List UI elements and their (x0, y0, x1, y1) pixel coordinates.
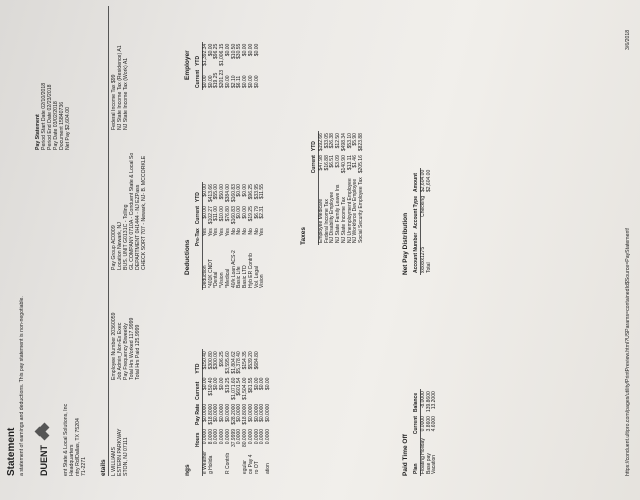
table-cell: $413.66 (207, 184, 214, 203)
table-cell: $205.16 (358, 155, 364, 174)
table-cell: $684.80 (253, 351, 260, 370)
employer-table (196, 42, 260, 90)
table-cell: Yes (219, 228, 225, 237)
job: Job Admin_Non-Ex Exec (116, 322, 123, 380)
table-cell: $1,804.62 (230, 351, 237, 374)
table-cell: *Vision (219, 272, 225, 288)
table-cell: $6.51 (329, 155, 336, 168)
table-cell: $11.55 (259, 184, 266, 199)
table-cell: $0.00 (224, 75, 231, 88)
table-cell: 0.0000 (419, 416, 426, 432)
net-pay-table (414, 168, 432, 275)
table-cell: $0.00 (207, 75, 214, 88)
table-cell: $18.8000 (242, 403, 248, 425)
table-cell: $2.31 (259, 206, 266, 219)
logo-text: DUENT (38, 445, 49, 476)
deductions-heading: Deductions (184, 239, 191, 275)
table-cell: $201.23 (219, 69, 225, 88)
table-cell: No (247, 228, 254, 235)
col-header: Pay Rate (195, 403, 201, 425)
divider (108, 6, 109, 476)
table-cell: Hyb ER Contrib (247, 253, 254, 288)
gl-company: GL COMPANY 0710A - Conduent State & Local So (128, 152, 135, 270)
table-cell: $0.00 (253, 43, 260, 57)
table-cell: NJ Disability Employee (329, 191, 336, 243)
table-cell: $0.0000 (259, 403, 266, 422)
table-cell: $1,504.00 (242, 377, 248, 400)
col-header: Balance (414, 389, 420, 414)
col-header: YTD (196, 42, 202, 68)
table-cell: $0.0000 (253, 403, 260, 422)
table-cell: $823.88 (358, 133, 364, 152)
statement-subtitle: a statement of earnings and deductions. This pay statement is non-negotiable. (19, 296, 25, 476)
table-cell: 0.0000 (224, 428, 231, 445)
table-cell: $0.0000 (247, 403, 254, 422)
table-cell: 3.8600 (425, 416, 432, 432)
employer-row (255, 42, 261, 90)
table-cell: $2.10 (230, 75, 237, 88)
table-cell: 139.8600 (425, 391, 432, 413)
table-cell: $0.0000 (213, 403, 220, 422)
table-cell: No (242, 228, 248, 235)
table-cell: $0.00 (242, 43, 248, 57)
table-cell: R Contrib (224, 452, 231, 474)
col-header: Account Number (413, 232, 419, 273)
table-cell: 80.0000 (242, 428, 248, 448)
nj-residence-tax: NJ State Income Tax (Residence) A1 (116, 45, 123, 130)
table-cell: Base pay (425, 453, 432, 474)
deduction-row (260, 182, 266, 290)
table-cell: $0.00 (253, 75, 260, 88)
table-cell: NJ Workforce Dev Employee (352, 178, 359, 243)
table-cell: *Medical (224, 268, 231, 288)
col-header: Current (196, 204, 202, 226)
table-cell: $33.95 (253, 184, 260, 200)
table-cell: $19.25 (213, 72, 220, 88)
col-header: Amount (414, 168, 420, 194)
earnings-heading: ngs (184, 464, 191, 476)
table-cell: $53.10 (346, 133, 353, 149)
table-cell: $2,604.00 (425, 169, 432, 193)
table-cell: $498.34 (340, 133, 347, 152)
table-cell: e Weather (201, 451, 208, 474)
table-cell: $50.00 (219, 184, 225, 200)
table-cell: $150.40 (207, 377, 214, 396)
federal-tax-status: Federal Income Tax $99 (111, 74, 117, 130)
table-cell: $160.83 (230, 206, 237, 225)
table-cell: 0.0000 (201, 428, 208, 445)
pay-frequency: Pay Frequency Biweekly (122, 323, 129, 380)
table-cell: $0.00 (242, 184, 248, 197)
col-header: Hours (196, 427, 202, 449)
total-hours-worked: Total Hrs Worked 117.9999 (128, 317, 135, 380)
table-cell: Basic Life (236, 266, 243, 288)
check-sort: CHECK SORT 707 - Newark, NJ- B. MCCORKLE (140, 155, 147, 270)
pay-group: Pay Group AC0009 (111, 225, 117, 270)
col-header: Plan (414, 436, 420, 476)
table-cell: $0.00 (236, 184, 243, 197)
statement-title: Statement (6, 427, 17, 476)
table-cell: ro OT (253, 461, 260, 474)
col-header: YTD (196, 182, 202, 204)
table-cell: $96.25 (213, 43, 220, 59)
table-cell: Total (425, 262, 432, 273)
pay-summary (36, 83, 72, 150)
table-cell: $150.40 (201, 351, 208, 370)
table-cell: $0.00 (242, 75, 248, 88)
footer-date: 3/6/2018 (625, 29, 631, 50)
col-header: Account Type (413, 196, 419, 229)
table-cell: Social Security Employee Tax (358, 177, 364, 243)
table-cell: $160.83 (230, 184, 237, 203)
table-cell: No (230, 228, 237, 235)
table-cell: $5,378.40 (236, 351, 243, 374)
table-cell: Checking (419, 196, 426, 217)
table-cell: $300.00 (213, 351, 220, 370)
col-header: Current (413, 416, 419, 435)
deductions-table (196, 182, 266, 290)
table-cell: $33.05 (323, 133, 330, 149)
table-cell: $384.00 (224, 184, 231, 203)
net-pay-row (427, 168, 433, 275)
table-cell: Yes (259, 228, 266, 237)
col-header: YTD (312, 131, 318, 153)
pto-row (432, 389, 438, 476)
table-cell: Vacation (431, 454, 438, 474)
net-pay-heading: Net Pay Distribution (402, 212, 409, 275)
table-cell: *Dental (213, 271, 220, 288)
table-cell: $0.00 (265, 377, 271, 391)
table-cell: $1,392.34 (201, 43, 208, 66)
col-header: Pre-Tax (195, 228, 201, 247)
table-cell: $0.00 (247, 75, 254, 88)
employee-name: L WILLIAMS (111, 447, 117, 476)
details-heading: etails (100, 459, 107, 476)
company-line: Headquarters (68, 444, 75, 476)
table-cell: $6.79 (253, 206, 260, 219)
table-cell: Vol. Legal (253, 266, 260, 288)
table-cell: Basic LTD (242, 265, 248, 288)
logo-mark-icon (36, 423, 52, 439)
table-cell: $154.35 (242, 351, 248, 370)
table-cell: Deduction (201, 265, 208, 288)
col-header: Current (196, 376, 202, 402)
pay-date: Pay Date 03/02/2018 (52, 101, 59, 150)
table-cell: NJ Unemployment Employee (346, 178, 353, 243)
table-cell: NJ State Income Tax (340, 196, 347, 243)
company-logo (36, 423, 52, 476)
pto-table (414, 389, 438, 476)
table-cell: 37.9999 (230, 428, 237, 448)
col-header: Current (312, 153, 318, 175)
table-cell: 0.0000 (265, 428, 271, 445)
business-unit: BUS. UNIT G0131C - Tolling (122, 204, 129, 270)
table-cell: No (236, 228, 243, 235)
table-cell: $0.0000 (201, 403, 208, 422)
period-end: Period End Date 02/23/2018 (46, 84, 53, 150)
table-cell: $3.09 (335, 155, 341, 168)
tax-row (359, 131, 365, 245)
taxes-heading: Taxes (300, 227, 307, 245)
table-cell: xxxxxx1275 (419, 246, 426, 273)
table-cell: *401K CNDT (207, 259, 214, 288)
table-cell: 0.0000 (236, 428, 243, 445)
table-cell: $0.0000 (219, 403, 225, 422)
table-cell: $300.80 (207, 351, 214, 370)
pay-summary-title: Pay Statement (35, 114, 41, 150)
table-cell: 40/k Loan ACS-2 (230, 250, 237, 288)
table-cell: $13.11 (346, 155, 353, 171)
table-cell: Floating Holiday (419, 438, 426, 474)
table-cell: $0.00 (247, 43, 254, 57)
table-cell: $192.66 (317, 133, 324, 152)
table-cell: $0.00 (224, 43, 231, 57)
org-info (112, 153, 148, 270)
table-cell: $10.00 (219, 206, 225, 222)
tax-status (112, 45, 130, 130)
location: Location Newark, NJ (116, 222, 123, 270)
earnings-table (196, 349, 272, 476)
table-cell: Yes (213, 228, 220, 237)
table-cell: $0.00 (213, 377, 220, 391)
table-cell: $19.25 (224, 377, 231, 393)
taxes-table (312, 131, 365, 245)
table-cell: $5.90 (352, 133, 359, 146)
table-cell: $26.38 (329, 133, 336, 149)
table-cell: 0.0000 (219, 428, 225, 445)
table-cell: 0.0000 (253, 428, 260, 445)
table-cell: $539.20 (247, 351, 254, 370)
table-cell: Yes (201, 228, 208, 237)
table-cell: g Holida (207, 455, 214, 474)
table-cell (427, 194, 433, 231)
table-cell: Yes (207, 228, 214, 237)
table-cell: $102.27 (207, 206, 214, 225)
table-cell: Federal Income Tax (323, 199, 330, 243)
table-cell: $19.25 (247, 206, 254, 222)
table-cell: $0.0000 (265, 403, 271, 422)
table-cell: 4.6000 (431, 416, 438, 432)
table-cell: No (253, 228, 260, 235)
employee-street: ESTERN PARKWAY (116, 428, 123, 476)
table-cell: $0.00 (253, 377, 260, 391)
company-line: ntry Rd/Dallas, TX 75204 (74, 418, 81, 476)
table-cell: $0.00 (219, 377, 225, 391)
table-cell: $0.0000 (224, 403, 231, 422)
table-cell: $28.2000 (230, 403, 237, 425)
table-cell: $0.00 (201, 377, 208, 391)
table-cell: $55.00 (213, 184, 220, 200)
table-cell: -8.0000 (419, 391, 426, 409)
total-hours-paid: Total Hrs Paid 125.9999 (134, 324, 141, 380)
table-cell: 0.0000 (213, 428, 220, 445)
table-cell: 8.0000 (207, 428, 214, 445)
employee-city: STON, NJ 07111 (122, 437, 129, 476)
table-cell: Yes (224, 228, 231, 237)
col-header: Current (196, 68, 202, 90)
table-cell: $0.00 (207, 43, 214, 57)
table-cell: $1,006.15 (219, 43, 225, 66)
table-cell: 0.0000 (259, 428, 266, 445)
table-cell: $3,595.60 (224, 351, 231, 374)
table-cell (266, 349, 272, 375)
table-cell: $0.00 (236, 206, 243, 219)
table-cell: 13.2000 (431, 391, 438, 410)
table-cell: Vision (259, 274, 266, 288)
employee-number: Employee Number 20360059 (111, 312, 117, 380)
table-cell: $18.8000 (207, 403, 214, 425)
pto-heading: Paid Time Off (402, 434, 409, 476)
table-cell: $0.0000 (236, 403, 243, 422)
table-cell: $16.88 (323, 155, 330, 171)
table-cell: $96.25 (247, 184, 254, 200)
table-cell: $6.11 (236, 75, 243, 88)
table-cell: egular (242, 460, 248, 474)
table-cell: NJ State Family Leave Ins (335, 184, 341, 243)
table-cell: $30.55 (236, 43, 243, 59)
employer-heading: Employer (184, 50, 191, 80)
table-cell: $601.54 (236, 377, 243, 396)
table-cell: $11.00 (213, 206, 220, 222)
company-address (64, 404, 88, 476)
department: DEPARTMENT 0H1444 - NJ EZPass (134, 184, 141, 270)
table-cell: $76.80 (224, 206, 231, 222)
table-cell: 0.0000 (247, 428, 254, 445)
employee-address (112, 429, 130, 476)
table-cell: ce Pay 4 (247, 454, 254, 474)
col-header: YTD (196, 349, 202, 375)
document-number: Document 15840736 (58, 101, 65, 150)
table-cell: $12.50 (335, 133, 341, 149)
company-line: 71-2271 (80, 456, 87, 476)
table-cell: $0.00 (201, 75, 208, 88)
table-cell: $0.00 (259, 377, 266, 391)
table-cell: $10.50 (230, 43, 237, 59)
table-cell: $0.00 (201, 206, 208, 219)
employee-info (112, 313, 142, 380)
table-cell: $1.46 (352, 155, 359, 168)
table-cell: $140.90 (340, 155, 347, 174)
period-start: Period Start Date 02/10/2018 (40, 82, 47, 150)
nj-work-tax: NJ State Income Tax (Work) A1 (122, 57, 129, 130)
table-cell: ation (265, 463, 271, 474)
table-cell: $96.25 (219, 351, 225, 367)
table-cell: $0.00 (201, 184, 208, 197)
footer-url: https://conduent.ultipro.com/pages/utility/PrintPreview.html?USParams=containedId$Source=PayStatement! (625, 227, 631, 476)
table-cell: $0.00 (242, 206, 248, 219)
table-cell: $81.55 (247, 377, 254, 393)
table-cell: $47.98 (317, 155, 324, 171)
net-pay: Net Pay $2,604.00 (64, 107, 71, 150)
table-cell: $2,604.00 (419, 169, 426, 193)
company-line: ent State & Local Solutions, Inc (63, 403, 69, 476)
table-cell: Employee Medicare (317, 198, 324, 243)
earnings-row (266, 349, 272, 476)
table-cell: $1,071.60 (230, 377, 237, 400)
